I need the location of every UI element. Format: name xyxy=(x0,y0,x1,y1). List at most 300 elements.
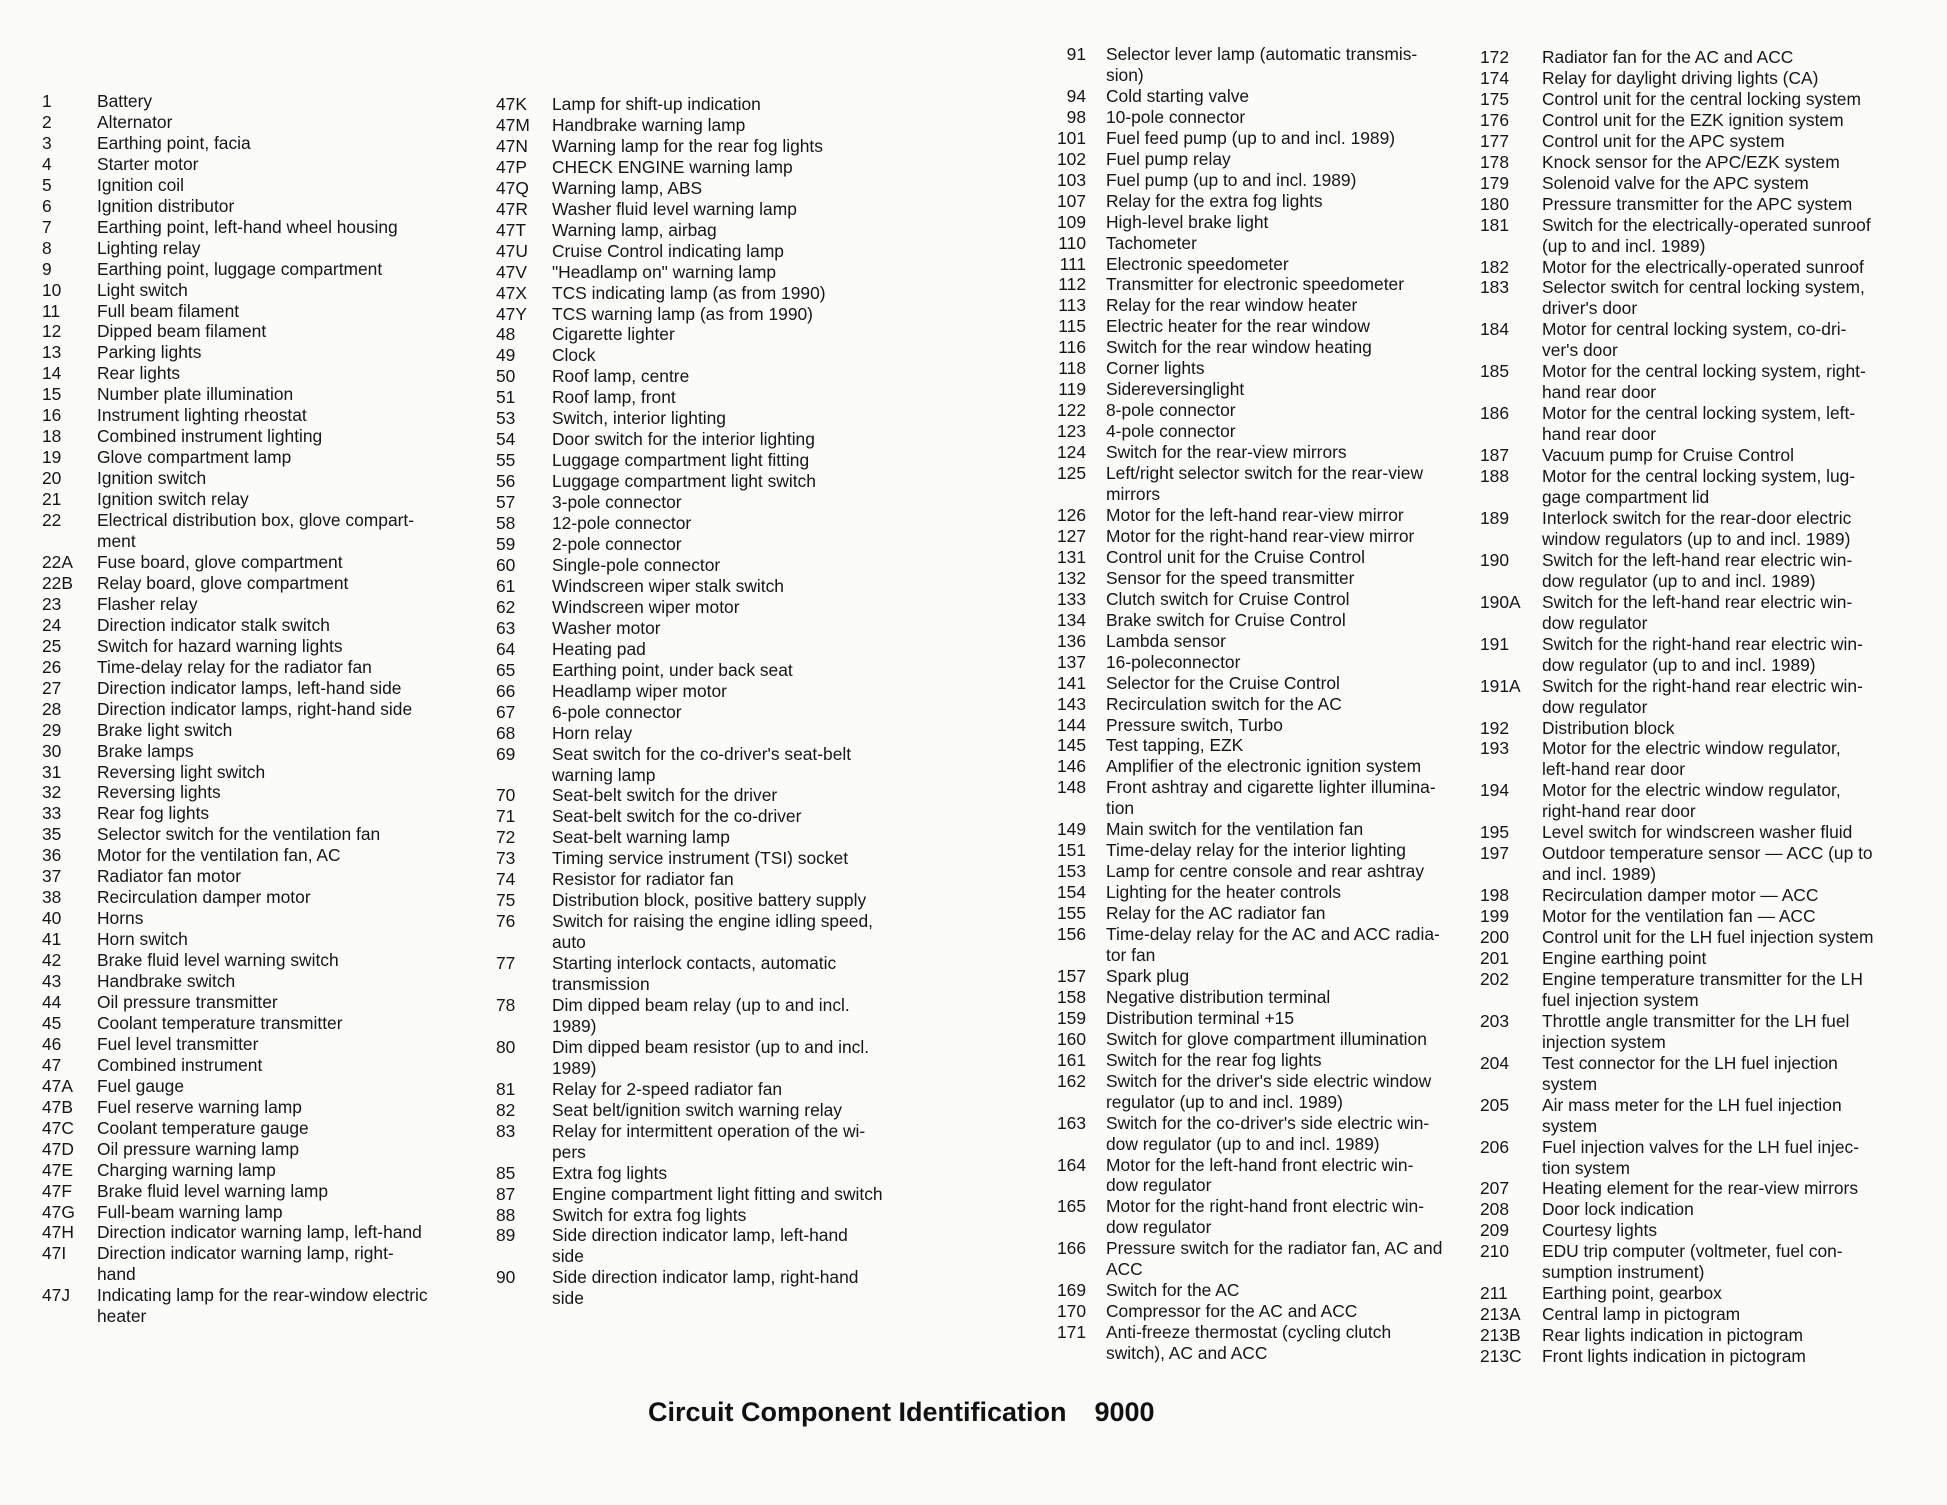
component-description: Spark plug xyxy=(1106,965,1190,986)
component-number: 69 xyxy=(496,743,516,764)
component-number: 47R xyxy=(496,198,528,219)
component-entry xyxy=(42,1097,472,1118)
component-number: 50 xyxy=(496,366,516,387)
component-description: Combined instrument lighting xyxy=(97,426,323,447)
component-entry xyxy=(496,324,926,345)
component-entry xyxy=(1020,756,1460,777)
component-description: "Headlamp on" warning lamp xyxy=(552,261,777,282)
component-description: 2-pole connector xyxy=(552,534,682,555)
component-number: 145 xyxy=(1056,735,1086,756)
component-entry xyxy=(42,1202,472,1223)
component-description: Switch for the right-hand rear electric win- dow regulator xyxy=(1542,675,1863,717)
component-description: Warning lamp for the rear fog lights xyxy=(552,135,823,156)
component-description: Earthing point, gearbox xyxy=(1542,1283,1722,1304)
component-description: Windscreen wiper stalk switch xyxy=(552,575,784,596)
component-entry xyxy=(1480,718,1910,739)
component-description: Dim dipped beam resistor (up to and incl. 1989) xyxy=(552,1036,870,1078)
component-description: Selector lever lamp (automatic transmis- sion) xyxy=(1106,44,1418,85)
component-number: 107 xyxy=(1056,190,1086,211)
component-number: 3 xyxy=(42,132,52,153)
component-description: Parking lights xyxy=(97,342,202,363)
component-description: Recirculation switch for the AC xyxy=(1106,693,1342,714)
component-entry xyxy=(1020,233,1460,254)
component-entry xyxy=(1480,1137,1910,1179)
component-entry xyxy=(42,238,472,259)
component-number: 68 xyxy=(496,722,516,743)
component-number: 110 xyxy=(1058,232,1086,253)
component-description: Flasher relay xyxy=(97,593,198,614)
component-number: 7 xyxy=(42,216,52,237)
component-description: 16-poleconnector xyxy=(1106,651,1241,672)
component-description: Fuel level transmitter xyxy=(97,1033,259,1054)
component-description: Lamp for shift-up indication xyxy=(552,94,761,114)
component-description: Brake light switch xyxy=(97,719,233,740)
component-description: Switch for the right-hand rear electric win- dow regulator (up to and incl. 1989) xyxy=(1542,633,1863,675)
component-number: 171 xyxy=(1056,1322,1086,1343)
component-number: 22B xyxy=(42,572,73,593)
component-description: 10-pole connector xyxy=(1106,106,1246,127)
component-number: 64 xyxy=(496,638,516,659)
component-entry xyxy=(42,720,472,741)
component-entry xyxy=(42,782,472,803)
component-number: 182 xyxy=(1480,256,1510,277)
component-entry xyxy=(496,827,926,848)
component-description: Fuel injection valves for the LH fuel injec- tion system xyxy=(1542,1136,1860,1178)
component-number: 134 xyxy=(1056,609,1086,630)
component-entry xyxy=(42,259,472,280)
component-number: 28 xyxy=(42,698,62,719)
component-number: 78 xyxy=(496,994,516,1015)
component-entry xyxy=(496,806,926,827)
component-number: 124 xyxy=(1056,442,1086,463)
component-description: TCS warning lamp (as from 1990) xyxy=(552,303,813,324)
component-number: 23 xyxy=(42,593,62,614)
component-number: 43 xyxy=(42,971,62,992)
component-entry xyxy=(1480,215,1910,257)
component-description: Switch, interior lighting xyxy=(552,408,726,429)
component-description: Relay for the rear window heater xyxy=(1106,295,1358,316)
component-entry xyxy=(1480,822,1910,843)
component-entry xyxy=(1020,547,1460,568)
component-number: 32 xyxy=(42,782,62,803)
component-entry xyxy=(1480,927,1910,948)
component-description: Light switch xyxy=(97,279,188,300)
component-entry xyxy=(42,447,472,468)
component-description: Pressure transmitter for the APC system xyxy=(1542,193,1853,214)
component-number: 198 xyxy=(1480,885,1510,906)
component-entry xyxy=(496,304,926,325)
component-number: 47J xyxy=(42,1285,71,1306)
component-description: Fuel feed pump (up to and incl. 1989) xyxy=(1106,127,1396,148)
component-number: 80 xyxy=(496,1036,516,1057)
component-entry xyxy=(42,887,472,908)
component-number: 47F xyxy=(42,1180,72,1201)
component-entry xyxy=(1020,966,1460,987)
component-description: Direction indicator warning lamp, left-hand xyxy=(97,1222,422,1243)
component-entry xyxy=(1480,1304,1910,1325)
component-entry xyxy=(1020,86,1460,107)
component-number: 194 xyxy=(1480,780,1510,801)
component-entry xyxy=(1480,676,1910,718)
component-entry xyxy=(42,1055,472,1076)
component-entry xyxy=(496,785,926,806)
component-entry xyxy=(1480,780,1910,822)
component-entry xyxy=(42,384,472,405)
component-entry xyxy=(1020,379,1460,400)
component-description: Control unit for the Cruise Control xyxy=(1106,546,1366,567)
component-number: 63 xyxy=(496,617,516,638)
component-description: Headlamp wiper motor xyxy=(552,680,727,701)
component-entry xyxy=(1020,442,1460,463)
component-number: 161 xyxy=(1056,1049,1086,1070)
component-number: 126 xyxy=(1056,504,1086,525)
component-entry xyxy=(496,1100,926,1121)
component-number: 67 xyxy=(496,701,516,722)
component-number: 195 xyxy=(1480,822,1510,843)
component-description: Direction indicator lamps, right-hand side xyxy=(97,698,413,719)
component-entry xyxy=(1020,526,1460,547)
component-entry xyxy=(42,552,472,573)
component-entry xyxy=(496,848,926,869)
component-number: 20 xyxy=(42,468,62,489)
component-description: Motor for the right-hand front electric win- dow regulator xyxy=(1106,1196,1424,1238)
component-number: 47H xyxy=(42,1222,74,1243)
component-description: 3-pole connector xyxy=(552,492,682,513)
component-description: Starter motor xyxy=(97,153,199,174)
component-entry xyxy=(1480,257,1910,278)
component-entry xyxy=(42,342,472,363)
component-description: Switch for the rear window heating xyxy=(1106,337,1372,358)
component-description: Dim dipped beam relay (up to and incl. 1989) xyxy=(552,994,850,1036)
component-number: 210 xyxy=(1480,1241,1510,1262)
component-description: Fuel reserve warning lamp xyxy=(97,1096,302,1117)
component-number: 5 xyxy=(42,174,52,195)
component-description: Outdoor temperature sensor — ACC (up to and incl. 1989) xyxy=(1542,843,1873,885)
component-number: 31 xyxy=(42,761,62,782)
component-number: 87 xyxy=(496,1183,516,1204)
component-entry xyxy=(1020,924,1460,966)
component-description: Cruise Control indicating lamp xyxy=(552,240,784,261)
component-entry xyxy=(1020,316,1460,337)
component-number: 143 xyxy=(1056,693,1086,714)
component-number: 42 xyxy=(42,950,62,971)
component-number: 102 xyxy=(1056,148,1086,169)
component-entry xyxy=(1480,47,1910,68)
component-description: Motor for the left-hand front electric win- dow regulator xyxy=(1106,1154,1414,1196)
component-number: 202 xyxy=(1480,968,1510,989)
component-description: Main switch for the ventilation fan xyxy=(1106,819,1364,840)
component-entry xyxy=(496,1079,926,1100)
component-description: Earthing point, luggage compartment xyxy=(97,258,383,279)
component-number: 24 xyxy=(42,614,62,635)
component-entry xyxy=(42,301,472,322)
component-number: 1 xyxy=(42,91,52,111)
component-description: Selector for the Cruise Control xyxy=(1106,672,1340,693)
component-number: 178 xyxy=(1480,151,1510,172)
component-number: 103 xyxy=(1056,169,1086,190)
component-entry xyxy=(496,1121,926,1163)
component-number: 144 xyxy=(1056,714,1086,735)
component-description: Indicating lamp for the rear-window electric heater xyxy=(97,1285,428,1327)
component-description: Transmitter for electronic speedometer xyxy=(1106,274,1405,295)
component-entry xyxy=(496,618,926,639)
component-entry xyxy=(1480,68,1910,89)
component-description: Heating pad xyxy=(552,638,646,659)
component-entry xyxy=(1480,277,1910,319)
component-entry xyxy=(1480,969,1910,1011)
component-entry xyxy=(42,1222,472,1243)
component-number: 141 xyxy=(1056,672,1086,693)
component-description: Brake fluid level warning switch xyxy=(97,950,339,971)
component-entry xyxy=(1020,1238,1460,1280)
component-description: Air mass meter for the LH fuel injection system xyxy=(1542,1094,1842,1136)
component-description: Pressure switch, Turbo xyxy=(1106,714,1283,735)
component-entry xyxy=(1480,634,1910,676)
component-number: 112 xyxy=(1058,274,1086,295)
component-number: 47E xyxy=(42,1159,73,1180)
component-description: Solenoid valve for the APC system xyxy=(1542,172,1809,193)
component-entry xyxy=(496,220,926,241)
component-entry xyxy=(1480,1283,1910,1304)
component-description: Cold starting valve xyxy=(1106,85,1250,106)
component-entry xyxy=(42,405,472,426)
component-number: 77 xyxy=(496,953,516,974)
component-entry xyxy=(1480,466,1910,508)
component-number: 47Q xyxy=(496,177,529,198)
component-number: 154 xyxy=(1056,882,1086,903)
component-description: Time-delay relay for the radiator fan xyxy=(97,656,372,677)
component-number: 73 xyxy=(496,848,516,869)
component-number: 2 xyxy=(42,111,52,132)
component-description: Corner lights xyxy=(1106,358,1205,379)
component-number: 85 xyxy=(496,1162,516,1183)
component-number: 148 xyxy=(1056,777,1086,798)
component-entry xyxy=(1480,1011,1910,1053)
component-entry xyxy=(1480,948,1910,969)
component-description: Time-delay relay for the interior lighting xyxy=(1106,840,1406,861)
component-description: Alternator xyxy=(97,111,173,132)
component-entry xyxy=(1480,738,1910,780)
component-entry xyxy=(1480,173,1910,194)
component-number: 70 xyxy=(496,785,516,806)
component-description: Anti-freeze thermostat (cycling clutch switch), AC and ACC xyxy=(1106,1322,1392,1364)
component-description: Vacuum pump for Cruise Control xyxy=(1542,445,1794,466)
component-number: 91 xyxy=(1066,44,1086,64)
component-description: Motor for the ventilation fan, AC xyxy=(97,845,341,866)
component-entry xyxy=(42,112,472,133)
component-description: Switch for the rear fog lights xyxy=(1106,1049,1322,1070)
component-description: Switch for the rear-view mirrors xyxy=(1106,442,1347,463)
component-entry xyxy=(42,1160,472,1181)
component-entry xyxy=(496,157,926,178)
component-entry xyxy=(42,154,472,175)
component-entry xyxy=(496,534,926,555)
component-description: Distribution block, positive battery supply xyxy=(552,890,867,911)
component-entry xyxy=(496,513,926,534)
component-entry xyxy=(42,845,472,866)
legend-column-2 xyxy=(496,94,926,1309)
component-entry xyxy=(496,995,926,1037)
component-description: Warning lamp, airbag xyxy=(552,219,717,240)
component-entry xyxy=(496,911,926,953)
component-description: Knock sensor for the APC/EZK system xyxy=(1542,151,1840,172)
component-description: Full-beam warning lamp xyxy=(97,1201,283,1222)
component-entry xyxy=(1020,1196,1460,1238)
component-description: Motor for the electric window regulator, right-hand rear door xyxy=(1542,780,1841,822)
component-number: 163 xyxy=(1056,1112,1086,1133)
component-number: 209 xyxy=(1480,1220,1510,1241)
component-description: Oil pressure transmitter xyxy=(97,991,278,1012)
component-entry xyxy=(1480,131,1910,152)
component-entry xyxy=(1020,1050,1460,1071)
component-entry xyxy=(496,178,926,199)
component-number: 165 xyxy=(1056,1196,1086,1217)
component-description: Switch for the co-driver's side electric win- dow regulator (up to and incl. 1989) xyxy=(1106,1112,1430,1154)
component-description: CHECK ENGINE warning lamp xyxy=(552,156,793,177)
component-description: Distribution block xyxy=(1542,717,1675,738)
component-entry xyxy=(496,429,926,450)
component-description: Left/right selector switch for the rear-view mirrors xyxy=(1106,463,1424,505)
component-number: 155 xyxy=(1056,903,1086,924)
component-number: 169 xyxy=(1056,1280,1086,1301)
component-entry xyxy=(42,217,472,238)
component-entry xyxy=(42,1118,472,1139)
component-entry xyxy=(1480,1241,1910,1283)
component-entry xyxy=(42,908,472,929)
component-entry xyxy=(1020,212,1460,233)
component-description: Handbrake warning lamp xyxy=(552,114,746,135)
component-number: 199 xyxy=(1480,906,1510,927)
component-description: Ignition coil xyxy=(97,174,185,195)
component-description: Heating element for the rear-view mirrors xyxy=(1542,1178,1859,1199)
component-entry xyxy=(1480,319,1910,361)
component-number: 153 xyxy=(1056,861,1086,882)
component-number: 174 xyxy=(1480,67,1510,88)
component-number: 211 xyxy=(1480,1283,1508,1304)
component-description: Motor for central locking system, co-dri- ver's door xyxy=(1542,319,1847,361)
component-number: 118 xyxy=(1058,358,1086,379)
component-description: Clock xyxy=(552,345,596,366)
component-description: Seat-belt switch for the driver xyxy=(552,785,778,806)
component-description: Switch for the left-hand rear electric win- dow regulator xyxy=(1542,591,1853,633)
component-number: 177 xyxy=(1480,130,1510,151)
component-entry xyxy=(42,992,472,1013)
component-number: 201 xyxy=(1480,947,1510,968)
component-description: Engine compartment light fitting and switch xyxy=(552,1183,883,1204)
component-description: Roof lamp, centre xyxy=(552,366,690,387)
component-entry xyxy=(1480,1346,1910,1367)
component-description: Ignition switch relay xyxy=(97,489,249,510)
component-entry xyxy=(1020,882,1460,903)
component-description: Earthing point, left-hand wheel housing xyxy=(97,216,398,237)
component-entry xyxy=(496,1205,926,1226)
component-number: 192 xyxy=(1480,717,1510,738)
component-number: 15 xyxy=(42,384,62,405)
component-entry xyxy=(42,1285,472,1327)
component-number: 83 xyxy=(496,1120,516,1141)
component-description: Lamp for centre console and rear ashtray xyxy=(1106,861,1425,882)
component-entry xyxy=(496,639,926,660)
component-number: 94 xyxy=(1066,85,1086,106)
component-description: Fuel gauge xyxy=(97,1075,185,1096)
component-number: 197 xyxy=(1480,843,1510,864)
component-number: 90 xyxy=(496,1267,516,1288)
component-entry xyxy=(496,1267,926,1309)
component-description: Washer fluid level warning lamp xyxy=(552,198,797,219)
component-entry xyxy=(42,929,472,950)
component-entry xyxy=(1480,194,1910,215)
component-number: 54 xyxy=(496,429,516,450)
component-number: 47K xyxy=(496,94,527,114)
component-description: Motor for the right-hand rear-view mirror xyxy=(1106,525,1415,546)
component-number: 76 xyxy=(496,911,516,932)
component-description: Extra fog lights xyxy=(552,1162,668,1183)
component-number: 137 xyxy=(1056,651,1086,672)
component-number: 75 xyxy=(496,890,516,911)
component-description: Battery xyxy=(97,91,153,111)
component-entry xyxy=(1480,110,1910,131)
component-number: 205 xyxy=(1480,1094,1510,1115)
component-number: 206 xyxy=(1480,1136,1510,1157)
component-entry xyxy=(1020,337,1460,358)
component-entry xyxy=(42,950,472,971)
component-description: Brake fluid level warning lamp xyxy=(97,1180,329,1201)
component-description: Brake switch for Cruise Control xyxy=(1106,609,1346,630)
component-description: TCS indicating lamp (as from 1990) xyxy=(552,282,826,303)
component-number: 35 xyxy=(42,824,62,845)
component-description: Windscreen wiper motor xyxy=(552,596,740,617)
component-description: Switch for glove compartment illumination xyxy=(1106,1028,1427,1049)
component-number: 47P xyxy=(496,156,527,177)
component-description: Coolant temperature transmitter xyxy=(97,1012,343,1033)
component-entry xyxy=(42,510,472,552)
component-number: 16 xyxy=(42,405,62,426)
component-description: Front lights indication in pictogram xyxy=(1542,1346,1806,1367)
component-entry xyxy=(1020,735,1460,756)
component-entry xyxy=(496,366,926,387)
component-entry xyxy=(496,387,926,408)
component-entry xyxy=(42,468,472,489)
component-description: Switch for extra fog lights xyxy=(552,1204,747,1225)
component-entry xyxy=(496,869,926,890)
component-entry xyxy=(42,971,472,992)
component-description: Earthing point, under back seat xyxy=(552,659,793,680)
component-entry xyxy=(1020,568,1460,589)
component-description: Tachometer xyxy=(1106,232,1197,253)
component-number: 191 xyxy=(1480,633,1510,654)
component-number: 170 xyxy=(1056,1301,1086,1322)
component-entry xyxy=(42,1013,472,1034)
component-entry xyxy=(496,345,926,366)
component-entry xyxy=(42,803,472,824)
component-description: Test connector for the LH fuel injection system xyxy=(1542,1052,1838,1094)
component-description: Earthing point, facia xyxy=(97,132,251,153)
component-number: 6 xyxy=(42,195,52,216)
component-entry xyxy=(42,196,472,217)
component-description: Single-pole connector xyxy=(552,554,721,575)
component-number: 186 xyxy=(1480,403,1510,424)
component-number: 13 xyxy=(42,342,62,363)
component-entry xyxy=(1020,819,1460,840)
component-number: 160 xyxy=(1056,1028,1086,1049)
component-entry xyxy=(496,1037,926,1079)
component-number: 89 xyxy=(496,1225,516,1246)
component-description: Resistor for radiator fan xyxy=(552,869,734,890)
component-number: 185 xyxy=(1480,361,1510,382)
component-number: 19 xyxy=(42,447,62,468)
component-number: 115 xyxy=(1058,316,1086,337)
component-description: Rear lights xyxy=(97,363,181,384)
